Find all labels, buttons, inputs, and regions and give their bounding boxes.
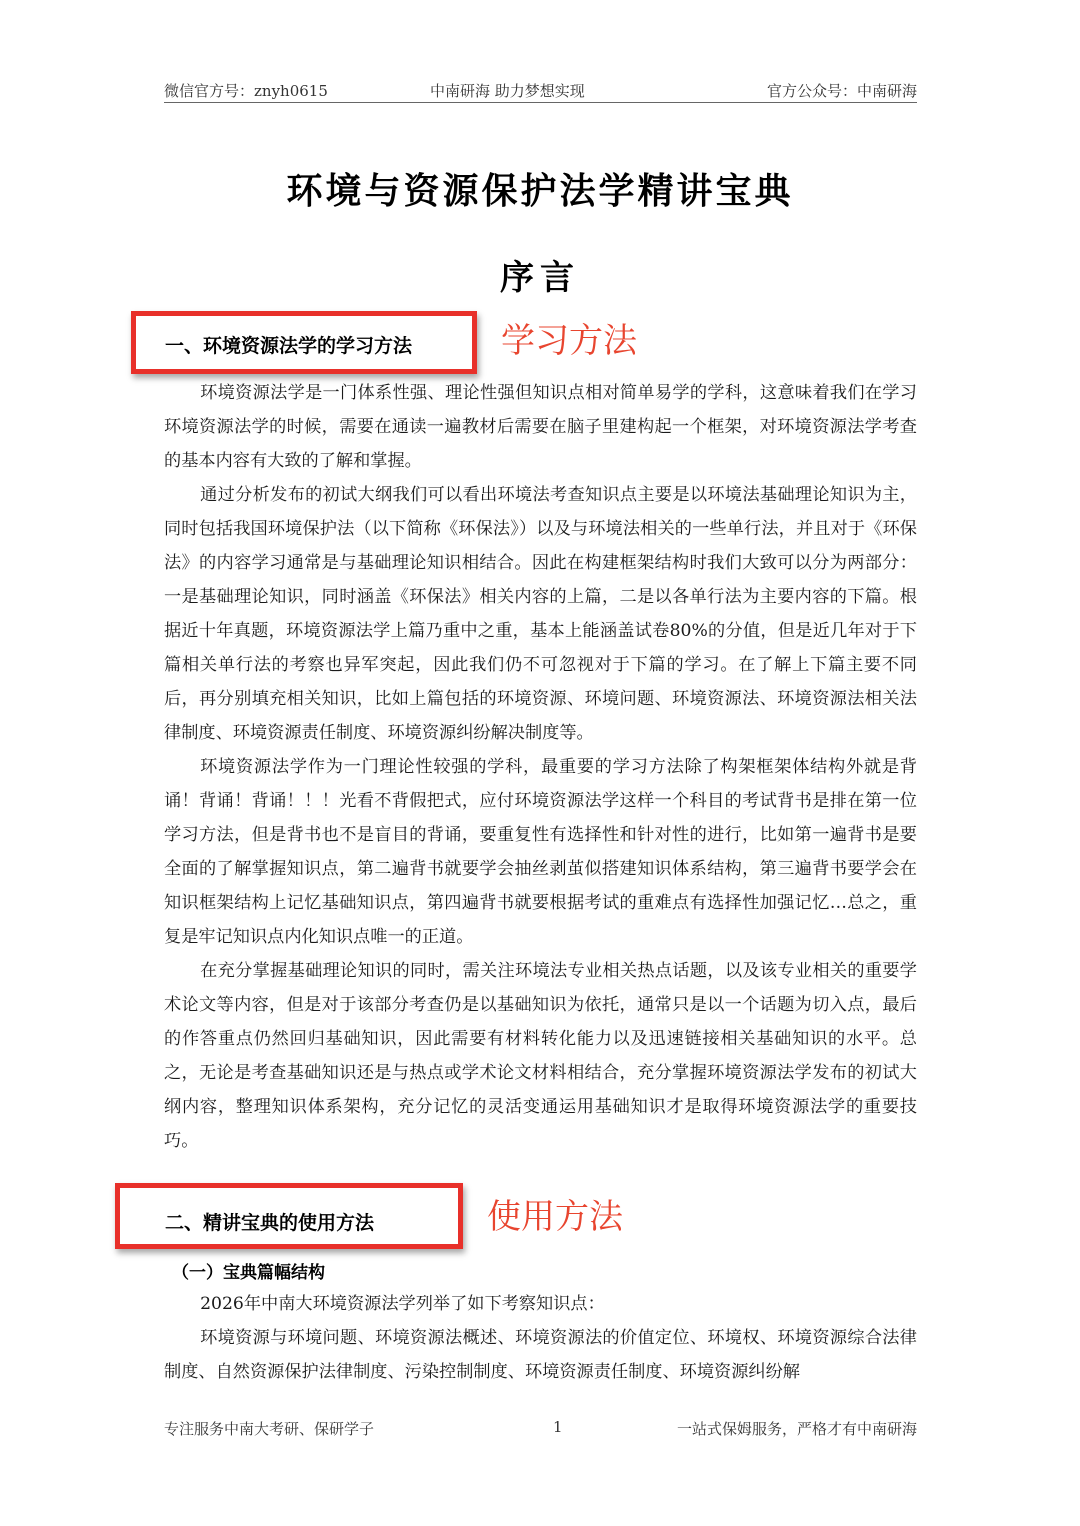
subsection-heading: （一）宝典篇幅结构 (172, 1263, 325, 1283)
header-slogan: 中南研海 助力梦想实现 (430, 82, 585, 100)
paragraph: 2026年中南大环境资源法学列举了如下考察知识点： (200, 1294, 605, 1314)
preface-title: 序言 (500, 258, 580, 298)
paragraph: 环境资源法学是一门体系性强、理论性强但知识点相对简单易学的学科，这意味着我们在学习环境资源法学的时候，需要在通读一遍教材后需要在脑子里建构起一个框架，对环境资源法学考查的基本内容有大致的了解和掌握。 (164, 383, 917, 471)
page-header (164, 78, 917, 103)
section2-heading: 二、精讲宝典的使用方法 (165, 1212, 375, 1234)
section2-body (164, 1287, 917, 1389)
paragraph: 在充分掌握基础理论知识的同时，需关注环境法专业相关热点话题，以及该专业相关的重要学术论文等内容，但是对于该部分考查仍是以基础知识为依托，通常只是以一个话题为切入点，最后的作答重点仍然回归基础知识，因此需要有材料转化能力以及迅速链接相关基础知识的水平。总之，无论是考查基础知识还是与热点或学术论文材料相结合，充分掌握环境资源法学发布的初试大纲内容，整理知识体系架构，充分记忆的灵活变通运用基础知识才是取得环境资源法学的重要技巧。 (164, 961, 917, 1151)
header-official-account: 官方公众号：中南研海 (766, 82, 917, 100)
section1-annotation: 学习方法 (501, 321, 637, 361)
footer-left-text: 专注服务中南大考研、保研学子 (164, 1420, 375, 1438)
paragraph: 环境资源法学作为一门理论性较强的学科，最重要的学习方法除了构架框架体结构外就是背诵！背诵！背诵！！！光看不背假把式，应付环境资源法学这样一个科目的考试背书是排在第一位学习方法，但是背书也不是盲目的背诵，要重复性有选择性和针对性的进行，比如第一遍背书是要全面的了解掌握知识点，第二遍背书就要学会抽丝剥茧似搭建知识体系结构，第三遍背书要学会在知识框架结构上记忆基础知识点，第四遍背书就要根据考试的重难点有选择性加强记忆…总之，重复是牢记知识点内化知识点唯一的正道。 (164, 757, 917, 947)
section1-body (164, 376, 917, 1158)
header-wechat-id: 微信官方号：znyh0615 (164, 82, 328, 100)
paragraph: 环境资源与环境问题、环境资源法概述、环境资源法的价值定位、环境权、环境资源综合法律制度、自然资源保护法律制度、污染控制制度、环境资源责任制度、环境资源纠纷解 (164, 1328, 917, 1382)
page-footer (164, 1418, 917, 1442)
footer-right-text: 一站式保姆服务，严格才有中南研海 (676, 1420, 917, 1438)
section2-annotation: 使用方法 (487, 1197, 623, 1237)
paragraph: 通过分析发布的初试大纲我们可以看出环境法考查知识点主要是以环境法基础理论知识为主，同时包括我国环境保护法（以下简称《环保法》）以及与环境法相关的一些单行法，并且对于《环保法》的内容学习通常是与基础理论知识相结合。因此在构建框架结构时我们大致可以分为两部分：一是基础理论知识，同时涵盖《环保法》相关内容的上篇，二是以各单行法为主要内容的下篇。根据近十年真题，环境资源法学上篇乃重中之重，基本上能涵盖试卷80%的分值，但是近几年对于下篇相关单行法的考察也异军突起，因此我们仍不可忽视对于下篇的学习。在了解上下篇主要不同后，再分别填充相关知识，比如上篇包括的环境资源、环境问题、环境资源法、环境资源法相关法律制度、环境资源责任制度、环境资源纠纷解决制度等。 (164, 485, 917, 743)
page-number: 1 (553, 1418, 563, 1436)
document-title: 环境与资源保护法学精讲宝典 (286, 170, 794, 212)
section1-heading: 一、环境资源法学的学习方法 (165, 335, 413, 357)
